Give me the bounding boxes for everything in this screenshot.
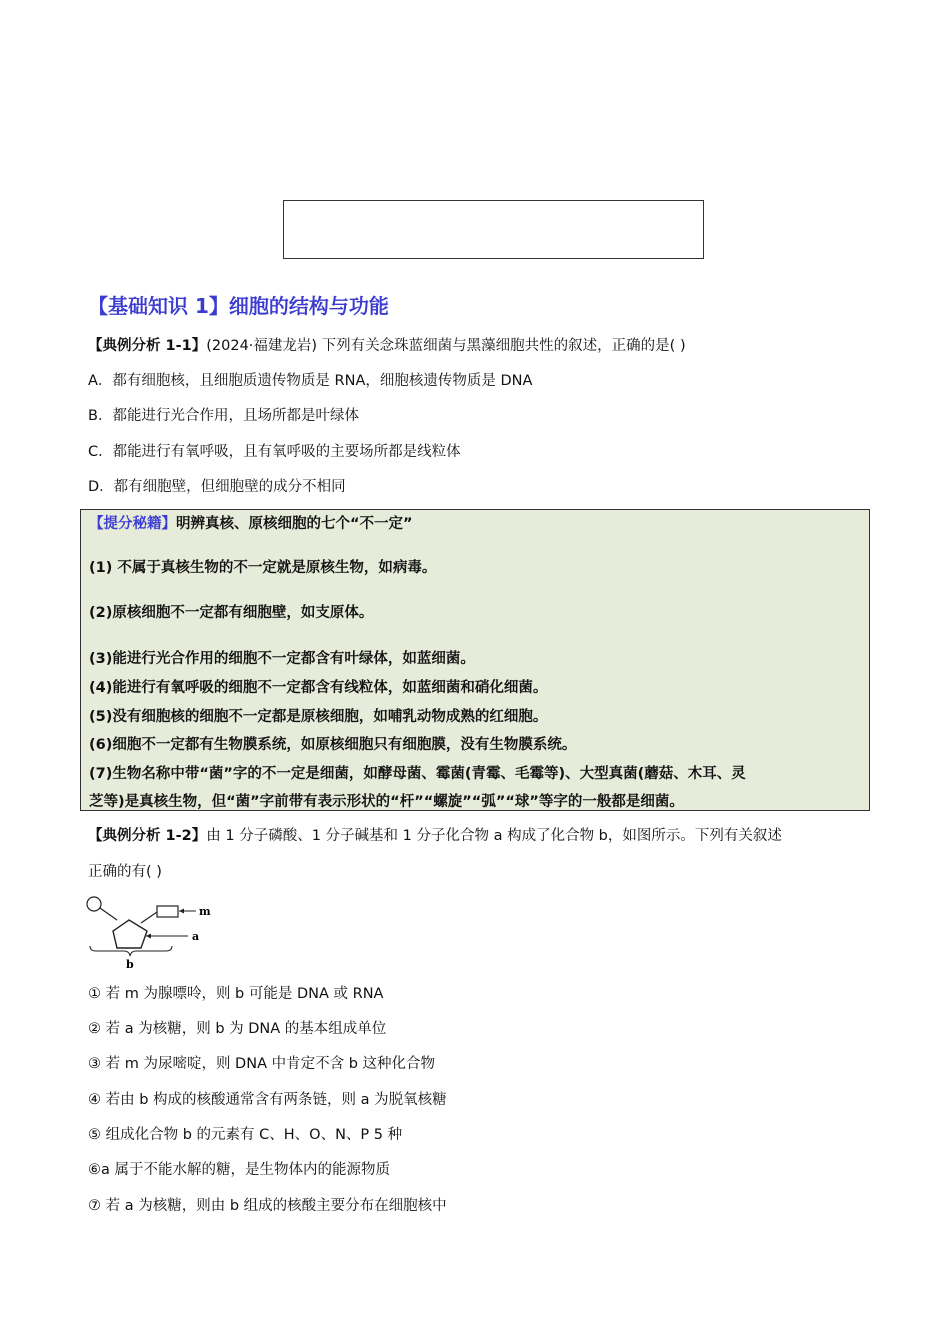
tip-item: (3)能进行光合作用的细胞不一定都含有叶绿体，如蓝细菌。: [89, 651, 475, 667]
tip-item: (7)生物名称中带“菌”字的不一定是细菌，如酵母菌、霉菌(青霉、毛霉等)、大型真菌(蘑菇、木耳、灵: [89, 766, 746, 782]
question-stem: 由 1 分子磷酸、1 分子碱基和 1 分子化合物 a 构成了化合物 b，如图所示。下列有关叙述: [206, 828, 782, 844]
option-d: D．都有细胞壁，但细胞壁的成分不相同: [88, 479, 346, 495]
question-stem: (2024·福建龙岩) 下列有关念珠蓝细菌与黑藻细胞共性的叙述，正确的是( ): [206, 338, 686, 354]
question-1-1: [88, 336, 686, 356]
a-arrowhead: [146, 934, 151, 939]
statement-1: ① 若 m 为腺嘌呤，则 b 可能是 DNA 或 RNA: [88, 986, 384, 1002]
phosphate-bond: [100, 908, 117, 920]
tip-item: (2)原核细胞不一定都有细胞壁，如支原体。: [89, 605, 374, 621]
m-arrowhead: [179, 909, 184, 914]
label-a: a: [192, 930, 200, 943]
label-m: m: [199, 905, 211, 918]
tip-item: (6)细胞不一定都有生物膜系统，如原核细胞只有细胞膜，没有生物膜系统。: [89, 737, 577, 753]
tip-tag: 【提分秘籍】: [89, 516, 176, 532]
tip-box: [80, 509, 870, 811]
base-box: [157, 906, 178, 917]
option-c: C．都能进行有氧呼吸，且有氧呼吸的主要场所都是线粒体: [88, 444, 461, 460]
question-stem-line2: 正确的有( ): [88, 864, 162, 880]
question-tag: 【典例分析 1-2】: [88, 828, 207, 844]
base-bond: [141, 912, 157, 923]
option-b: B．都能进行光合作用，且场所都是叶绿体: [88, 408, 359, 424]
statement-4: ④ 若由 b 构成的核酸通常含有两条链，则 a 为脱氧核糖: [88, 1092, 447, 1108]
tip-title: 明辨真核、原核细胞的七个“不一定”: [176, 516, 413, 532]
title-box: [283, 200, 704, 259]
question-tag: 【典例分析 1-1】: [88, 338, 207, 354]
statement-3: ③ 若 m 为尿嘧啶，则 DNA 中肯定不含 b 这种化合物: [88, 1056, 436, 1072]
tip-title-line: [89, 514, 413, 534]
nucleotide-diagram: [84, 893, 224, 973]
pentose-ring: [113, 920, 147, 948]
question-1-2: [88, 826, 782, 846]
tip-item: (4)能进行有氧呼吸的细胞不一定都含有线粒体，如蓝细菌和硝化细菌。: [89, 680, 548, 696]
option-a: A．都有细胞核，且细胞质遗传物质是 RNA，细胞核遗传物质是 DNA: [88, 373, 533, 389]
statement-2: ② 若 a 为核糖，则 b 为 DNA 的基本组成单位: [88, 1021, 387, 1037]
phosphate-circle: [87, 897, 101, 911]
statement-5: ⑤ 组成化合物 b 的元素有 C、H、O、N、P 5 种: [88, 1127, 403, 1143]
tip-item: (5)没有细胞核的细胞不一定都是原核细胞，如哺乳动物成熟的红细胞。: [89, 709, 548, 725]
tip-item: 芝等)是真核生物，但“菌”字前带有表示形状的“杆”“螺旋”“弧”“球”等字的一般都是细菌。: [89, 794, 684, 810]
section-heading: 【基础知识 1】细胞的结构与功能: [88, 294, 389, 318]
tip-item: (1) 不属于真核生物的不一定就是原核生物，如病毒。: [89, 560, 437, 576]
label-b: b: [126, 958, 134, 971]
statement-6: ⑥a 属于不能水解的糖，是生物体内的能源物质: [88, 1162, 390, 1178]
statement-7: ⑦ 若 a 为核糖，则由 b 组成的核酸主要分布在细胞核中: [88, 1198, 447, 1214]
